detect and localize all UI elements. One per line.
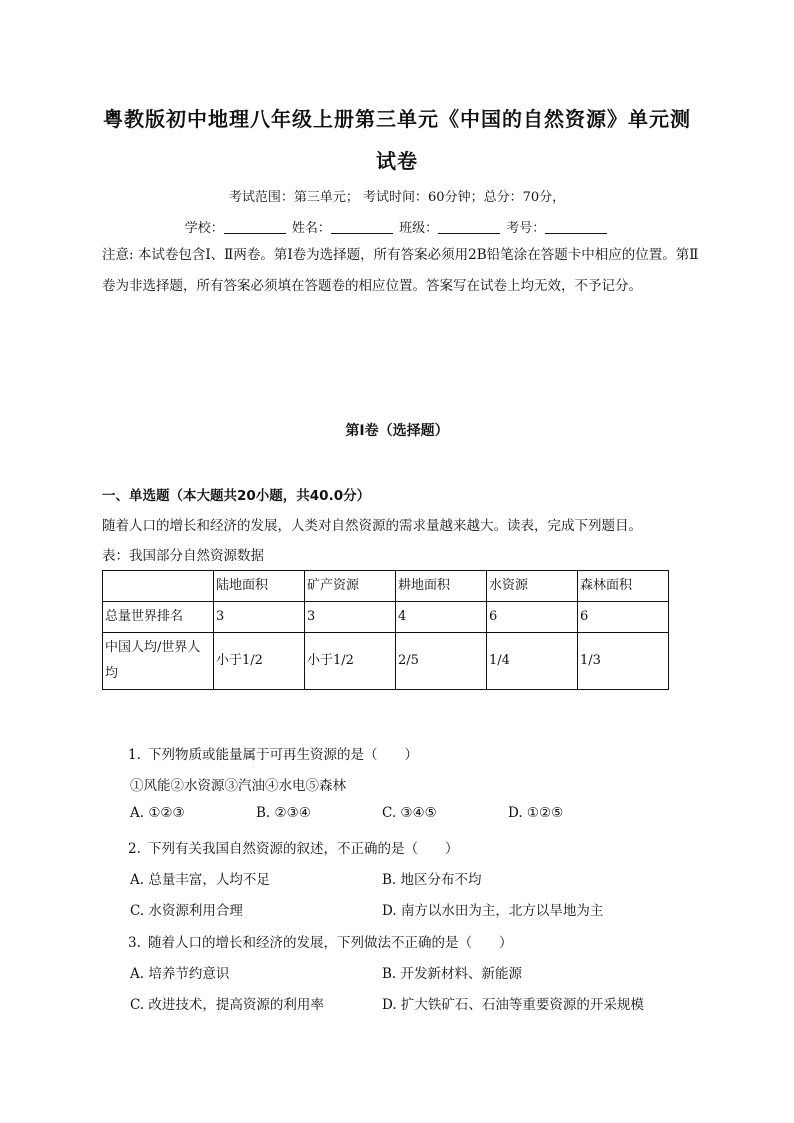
section-title: 第Ⅰ卷（选择题） <box>345 423 449 439</box>
table-cell: 6 <box>578 602 669 633</box>
resource-table <box>102 570 669 690</box>
question-text: 随着人口的增长和经济的发展，下列做法不正确的是（ ） <box>148 935 513 951</box>
table-header-cell: 耕地面积 <box>396 571 487 602</box>
table-cell: 2/5 <box>396 633 487 690</box>
question-2 <box>128 837 459 857</box>
table-cell: 小于1/2 <box>214 633 305 690</box>
table-row <box>103 602 669 633</box>
exam-title-line1: 粤教版初中地理八年级上册第三单元《中国的自然资源》单元测 <box>103 107 691 131</box>
table-header-cell: 森林面积 <box>578 571 669 602</box>
name-label: 姓名： <box>291 221 331 236</box>
table-header-row <box>103 571 669 602</box>
question-1 <box>128 743 418 763</box>
question-text: 下列有关我国自然资源的叙述，不正确的是（ ） <box>148 841 459 857</box>
table-caption: 表：我国部分自然资源数据 <box>102 548 264 564</box>
exam-number-blank[interactable] <box>545 221 607 234</box>
exam-number-label: 考号： <box>506 221 546 236</box>
table-cell: 3 <box>305 602 396 633</box>
option-b[interactable]: B. 地区分布不均 <box>382 872 482 888</box>
question-intro: 随着人口的增长和经济的发展，人类对自然资源的需求量越来越大。读表，完成下列题目。 <box>102 518 642 534</box>
table-cell: 总量世界排名 <box>103 602 214 633</box>
table-cell: 小于1/2 <box>305 633 396 690</box>
option-c[interactable]: C. 改进技术，提高资源的利用率 <box>130 997 324 1013</box>
option-a[interactable]: A. ①②③ <box>130 805 185 821</box>
table-cell: 1/3 <box>578 633 669 690</box>
option-d[interactable]: D. 南方以水田为主，北方以旱地为主 <box>382 903 604 919</box>
option-b[interactable]: B. ②③④ <box>256 805 311 821</box>
option-d[interactable]: D. 扩大铁矿石、石油等重要资源的开采规模 <box>382 997 644 1013</box>
class-label: 班级： <box>399 221 439 236</box>
question-text: 下列物质或能量属于可再生资源的是（ ） <box>148 747 418 763</box>
name-blank[interactable] <box>331 221 393 234</box>
option-d[interactable]: D. ①②⑤ <box>508 805 564 821</box>
table-header-cell: 水资源 <box>487 571 578 602</box>
table-header-cell: 矿产资源 <box>305 571 396 602</box>
question-3 <box>128 931 513 951</box>
question-number: 1. <box>128 747 141 763</box>
part-title: 一、单选题（本大题共20小题，共40.0分） <box>102 488 371 504</box>
option-a[interactable]: A. 培养节约意识 <box>130 966 230 982</box>
question-number: 3. <box>128 935 141 951</box>
table-cell: 4 <box>396 602 487 633</box>
student-info-fields <box>60 217 734 236</box>
table-cell: 1/4 <box>487 633 578 690</box>
table-header-cell: 陆地面积 <box>214 571 305 602</box>
option-b[interactable]: B. 开发新材料、新能源 <box>382 966 523 982</box>
option-a[interactable]: A. 总量丰富，人均不足 <box>130 872 270 888</box>
option-c[interactable]: C. ③④⑤ <box>382 805 437 821</box>
table-cell: 中国人均/世界人均 <box>103 633 214 690</box>
exam-title-line2: 试卷 <box>376 149 418 173</box>
question-1-subtext: ①风能②水资源③汽油④水电⑤森林 <box>130 778 346 794</box>
table-row <box>103 633 669 690</box>
school-blank[interactable] <box>224 221 286 234</box>
question-number: 2. <box>128 841 141 857</box>
table-cell: 6 <box>487 602 578 633</box>
school-label: 学校： <box>184 221 224 236</box>
notice-paragraph: 注意: 本试卷包含Ⅰ、Ⅱ两卷。第Ⅰ卷为选择题，所有答案必须用2B铅笔涂在答题卡中相应的位置。第Ⅱ卷为非选择题，所有答案必须填在答题卷的相应位置。答案写在试卷上均无效，不予记分。 <box>102 247 699 294</box>
table-cell: 3 <box>214 602 305 633</box>
option-c[interactable]: C. 水资源利用合理 <box>130 903 243 919</box>
class-blank[interactable] <box>438 221 500 234</box>
table-header-cell <box>103 571 214 602</box>
exam-meta: 考试范围：第三单元； 考试时间：60分钟；总分：70分， <box>228 190 566 205</box>
